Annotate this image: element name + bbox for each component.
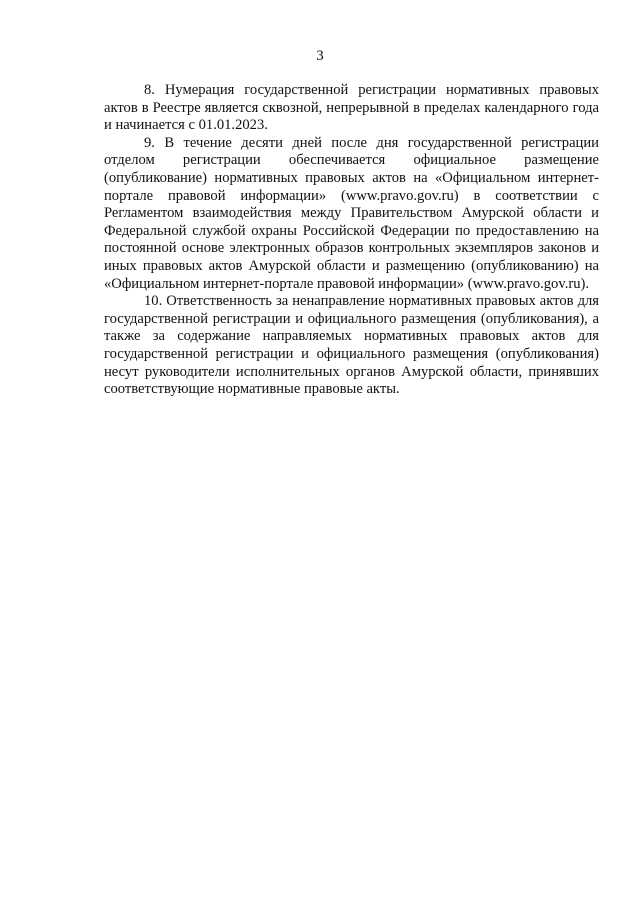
paragraph-10: 10. Ответственность за ненаправление нормативных правовых актов для государственной регистрации и официального размещения (опубликования), а также за содержание направляемых нормативных правовых актов для государственной регистрации и официального размещения (опубликования) несут руководители исполнительных органов Амурской области, принявших соответствующие нормативные правовые акты. xyxy=(104,293,599,398)
page-number: 3 xyxy=(316,48,324,64)
paragraph-9: 9. В течение десяти дней после дня государственной регистрации отделом регистрации обеспечивается официальное размещение (опубликование) нормативных правовых актов на «Официальном интернет-портале правовой информации» (www.pravo.gov.ru) в соответствии с Регламентом взаимодействия между Правительством Амурской области и Федеральной службой охраны Российской Федерации по предоставлению на постоянной основе электронных образов контрольных экземпляров законов и иных правовых актов Амурской области и размещению (опубликованию) на «Официальном интернет-портале правовой информации» (www.pravo.gov.ru). xyxy=(104,134,599,292)
document-body xyxy=(104,82,599,399)
paragraph-8: 8. Нумерация государственной регистрации нормативных правовых актов в Реестре является сквозной, непрерывной в пределах календарного года и начинается с 01.01.2023. xyxy=(104,82,599,134)
